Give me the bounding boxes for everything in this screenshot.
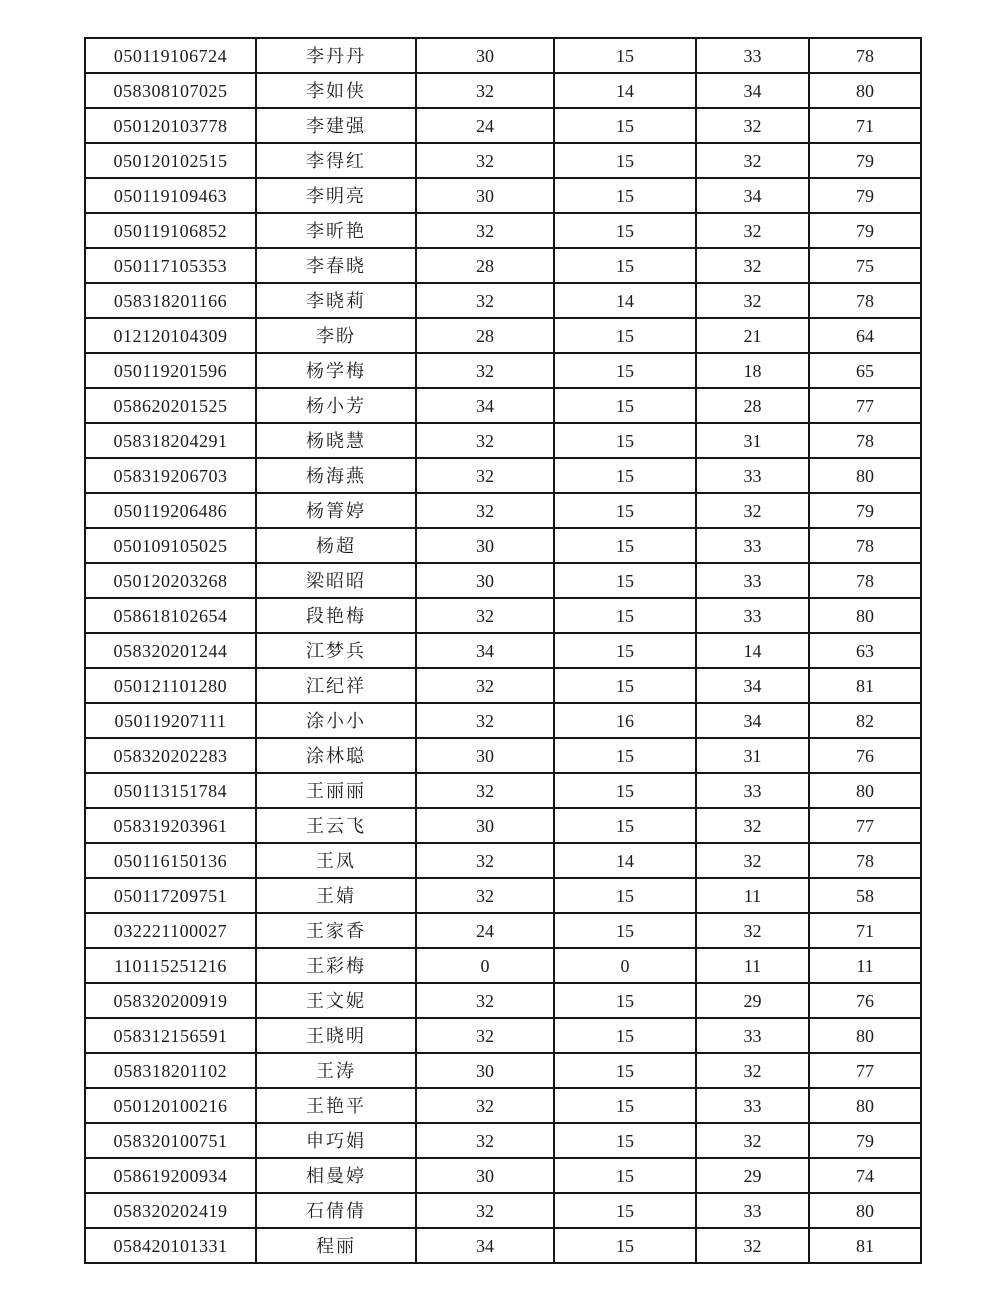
candidate-id-cell: 058320202419 — [85, 1193, 256, 1228]
table-row — [85, 388, 921, 423]
candidate-name-cell: 李昕艳 — [256, 213, 416, 248]
table-row — [85, 458, 921, 493]
candidate-name-cell: 程丽 — [256, 1228, 416, 1263]
score-3-cell: 33 — [696, 1018, 809, 1053]
score-2-cell: 16 — [554, 703, 696, 738]
score-1-cell: 24 — [416, 913, 554, 948]
score-1-cell: 32 — [416, 458, 554, 493]
score-2-cell: 15 — [554, 423, 696, 458]
total-score-cell: 80 — [809, 1193, 921, 1228]
score-2-cell: 15 — [554, 1018, 696, 1053]
total-score-cell: 63 — [809, 633, 921, 668]
score-2-cell: 15 — [554, 633, 696, 668]
table-row — [85, 913, 921, 948]
table-row — [85, 598, 921, 633]
candidate-id-cell: 050121101280 — [85, 668, 256, 703]
candidate-name-cell: 申巧娟 — [256, 1123, 416, 1158]
candidate-name-cell: 江纪祥 — [256, 668, 416, 703]
score-1-cell: 32 — [416, 493, 554, 528]
candidate-name-cell: 杨小芳 — [256, 388, 416, 423]
total-score-cell: 65 — [809, 353, 921, 388]
candidate-id-cell: 058320200919 — [85, 983, 256, 1018]
total-score-cell: 77 — [809, 1053, 921, 1088]
score-3-cell: 34 — [696, 703, 809, 738]
score-3-cell: 11 — [696, 878, 809, 913]
candidate-name-cell: 王彩梅 — [256, 948, 416, 983]
score-3-cell: 21 — [696, 318, 809, 353]
candidate-name-cell: 李晓莉 — [256, 283, 416, 318]
score-1-cell: 30 — [416, 1158, 554, 1193]
total-score-cell: 79 — [809, 493, 921, 528]
total-score-cell: 71 — [809, 108, 921, 143]
candidate-id-cell: 110115251216 — [85, 948, 256, 983]
table-row — [85, 808, 921, 843]
total-score-cell: 79 — [809, 1123, 921, 1158]
candidate-name-cell: 江梦兵 — [256, 633, 416, 668]
total-score-cell: 64 — [809, 318, 921, 353]
candidate-name-cell: 李得红 — [256, 143, 416, 178]
score-3-cell: 33 — [696, 1088, 809, 1123]
table-row — [85, 1228, 921, 1263]
score-1-cell: 30 — [416, 38, 554, 73]
score-3-cell: 34 — [696, 668, 809, 703]
table-row — [85, 1088, 921, 1123]
score-3-cell: 33 — [696, 598, 809, 633]
score-1-cell: 34 — [416, 388, 554, 423]
candidate-id-cell: 058320201244 — [85, 633, 256, 668]
score-1-cell: 34 — [416, 633, 554, 668]
score-1-cell: 32 — [416, 598, 554, 633]
score-3-cell: 32 — [696, 283, 809, 318]
table-row — [85, 773, 921, 808]
table-row — [85, 38, 921, 73]
total-score-cell: 78 — [809, 283, 921, 318]
total-score-cell: 80 — [809, 598, 921, 633]
candidate-name-cell: 杨海燕 — [256, 458, 416, 493]
table-row — [85, 1123, 921, 1158]
candidate-id-cell: 050117105353 — [85, 248, 256, 283]
candidate-name-cell: 段艳梅 — [256, 598, 416, 633]
score-2-cell: 0 — [554, 948, 696, 983]
score-1-cell: 30 — [416, 178, 554, 213]
score-1-cell: 24 — [416, 108, 554, 143]
table-row — [85, 143, 921, 178]
score-2-cell: 15 — [554, 773, 696, 808]
score-3-cell: 33 — [696, 458, 809, 493]
table-row — [85, 108, 921, 143]
score-2-cell: 15 — [554, 1123, 696, 1158]
total-score-cell: 80 — [809, 458, 921, 493]
total-score-cell: 79 — [809, 143, 921, 178]
score-1-cell: 34 — [416, 1228, 554, 1263]
score-3-cell: 18 — [696, 353, 809, 388]
total-score-cell: 75 — [809, 248, 921, 283]
score-1-cell: 32 — [416, 353, 554, 388]
score-2-cell: 15 — [554, 38, 696, 73]
candidate-id-cell: 058320100751 — [85, 1123, 256, 1158]
candidate-id-cell: 058318204291 — [85, 423, 256, 458]
total-score-cell: 78 — [809, 528, 921, 563]
score-1-cell: 32 — [416, 283, 554, 318]
candidate-id-cell: 050119106852 — [85, 213, 256, 248]
score-1-cell: 0 — [416, 948, 554, 983]
candidate-name-cell: 王丽丽 — [256, 773, 416, 808]
score-3-cell: 33 — [696, 528, 809, 563]
table-row — [85, 563, 921, 598]
candidate-name-cell: 涂林聪 — [256, 738, 416, 773]
score-2-cell: 14 — [554, 73, 696, 108]
score-3-cell: 32 — [696, 248, 809, 283]
table-row — [85, 1053, 921, 1088]
score-2-cell: 15 — [554, 668, 696, 703]
candidate-name-cell: 杨箐婷 — [256, 493, 416, 528]
candidate-name-cell: 杨学梅 — [256, 353, 416, 388]
score-1-cell: 32 — [416, 1123, 554, 1158]
total-score-cell: 79 — [809, 213, 921, 248]
candidate-id-cell: 050119206486 — [85, 493, 256, 528]
table-row — [85, 948, 921, 983]
candidate-id-cell: 058312156591 — [85, 1018, 256, 1053]
total-score-cell: 78 — [809, 563, 921, 598]
table-row — [85, 528, 921, 563]
candidate-name-cell: 李如侠 — [256, 73, 416, 108]
table-row — [85, 248, 921, 283]
candidate-id-cell: 058618102654 — [85, 598, 256, 633]
candidate-id-cell: 058318201102 — [85, 1053, 256, 1088]
candidate-id-cell: 050120103778 — [85, 108, 256, 143]
candidate-name-cell: 李建强 — [256, 108, 416, 143]
candidate-name-cell: 涂小小 — [256, 703, 416, 738]
score-3-cell: 32 — [696, 1228, 809, 1263]
table-row — [85, 423, 921, 458]
candidate-id-cell: 050117209751 — [85, 878, 256, 913]
table-row — [85, 353, 921, 388]
score-3-cell: 32 — [696, 143, 809, 178]
candidate-name-cell: 相曼婷 — [256, 1158, 416, 1193]
score-2-cell: 15 — [554, 1088, 696, 1123]
candidate-name-cell: 杨超 — [256, 528, 416, 563]
score-1-cell: 32 — [416, 423, 554, 458]
total-score-cell: 11 — [809, 948, 921, 983]
table-row — [85, 493, 921, 528]
score-2-cell: 15 — [554, 318, 696, 353]
score-3-cell: 14 — [696, 633, 809, 668]
score-2-cell: 14 — [554, 843, 696, 878]
score-3-cell: 28 — [696, 388, 809, 423]
score-2-cell: 15 — [554, 878, 696, 913]
score-3-cell: 33 — [696, 563, 809, 598]
score-3-cell: 32 — [696, 843, 809, 878]
table-row — [85, 878, 921, 913]
total-score-cell: 81 — [809, 668, 921, 703]
score-2-cell: 15 — [554, 1158, 696, 1193]
table-row — [85, 283, 921, 318]
total-score-cell: 74 — [809, 1158, 921, 1193]
table-row — [85, 983, 921, 1018]
score-2-cell: 15 — [554, 388, 696, 423]
score-3-cell: 32 — [696, 808, 809, 843]
score-2-cell: 15 — [554, 108, 696, 143]
score-3-cell: 33 — [696, 773, 809, 808]
total-score-cell: 78 — [809, 423, 921, 458]
score-1-cell: 30 — [416, 808, 554, 843]
candidate-id-cell: 050116150136 — [85, 843, 256, 878]
table-row — [85, 738, 921, 773]
score-3-cell: 32 — [696, 493, 809, 528]
candidate-id-cell: 050120102515 — [85, 143, 256, 178]
candidate-name-cell: 李春晓 — [256, 248, 416, 283]
score-3-cell: 32 — [696, 213, 809, 248]
score-2-cell: 15 — [554, 353, 696, 388]
table-row — [85, 318, 921, 353]
table-row — [85, 73, 921, 108]
score-2-cell: 15 — [554, 563, 696, 598]
score-2-cell: 15 — [554, 598, 696, 633]
total-score-cell: 71 — [809, 913, 921, 948]
candidate-id-cell: 058319203961 — [85, 808, 256, 843]
score-1-cell: 28 — [416, 318, 554, 353]
candidate-name-cell: 王涛 — [256, 1053, 416, 1088]
candidate-id-cell: 050113151784 — [85, 773, 256, 808]
candidate-name-cell: 王家香 — [256, 913, 416, 948]
score-2-cell: 14 — [554, 283, 696, 318]
score-table — [84, 37, 922, 1264]
total-score-cell: 81 — [809, 1228, 921, 1263]
score-1-cell: 32 — [416, 73, 554, 108]
table-row — [85, 213, 921, 248]
candidate-id-cell: 058308107025 — [85, 73, 256, 108]
total-score-cell: 80 — [809, 773, 921, 808]
score-1-cell: 32 — [416, 878, 554, 913]
score-2-cell: 15 — [554, 143, 696, 178]
score-1-cell: 30 — [416, 563, 554, 598]
candidate-name-cell: 王凤 — [256, 843, 416, 878]
total-score-cell: 80 — [809, 73, 921, 108]
candidate-id-cell: 058320202283 — [85, 738, 256, 773]
table-row — [85, 1018, 921, 1053]
candidate-id-cell: 058619200934 — [85, 1158, 256, 1193]
score-1-cell: 32 — [416, 143, 554, 178]
score-3-cell: 33 — [696, 1193, 809, 1228]
score-1-cell: 28 — [416, 248, 554, 283]
candidate-id-cell: 032221100027 — [85, 913, 256, 948]
score-3-cell: 32 — [696, 1123, 809, 1158]
score-3-cell: 32 — [696, 1053, 809, 1088]
score-2-cell: 15 — [554, 248, 696, 283]
score-2-cell: 15 — [554, 1228, 696, 1263]
candidate-name-cell: 王云飞 — [256, 808, 416, 843]
candidate-name-cell: 王艳平 — [256, 1088, 416, 1123]
score-1-cell: 30 — [416, 738, 554, 773]
candidate-id-cell: 050119207111 — [85, 703, 256, 738]
table-row — [85, 633, 921, 668]
score-1-cell: 32 — [416, 843, 554, 878]
score-3-cell: 29 — [696, 983, 809, 1018]
total-score-cell: 80 — [809, 1018, 921, 1053]
total-score-cell: 78 — [809, 843, 921, 878]
score-3-cell: 32 — [696, 913, 809, 948]
table-row — [85, 843, 921, 878]
score-3-cell: 33 — [696, 38, 809, 73]
score-2-cell: 15 — [554, 178, 696, 213]
score-2-cell: 15 — [554, 808, 696, 843]
table-row — [85, 703, 921, 738]
candidate-id-cell: 058318201166 — [85, 283, 256, 318]
score-1-cell: 30 — [416, 1053, 554, 1088]
total-score-cell: 77 — [809, 808, 921, 843]
score-1-cell: 32 — [416, 773, 554, 808]
candidate-name-cell: 王婧 — [256, 878, 416, 913]
candidate-id-cell: 012120104309 — [85, 318, 256, 353]
candidate-id-cell: 050120203268 — [85, 563, 256, 598]
score-3-cell: 11 — [696, 948, 809, 983]
candidate-name-cell: 王文妮 — [256, 983, 416, 1018]
candidate-id-cell: 058319206703 — [85, 458, 256, 493]
table-row — [85, 178, 921, 213]
score-3-cell: 34 — [696, 73, 809, 108]
total-score-cell: 80 — [809, 1088, 921, 1123]
candidate-id-cell: 058620201525 — [85, 388, 256, 423]
total-score-cell: 79 — [809, 178, 921, 213]
score-1-cell: 32 — [416, 1193, 554, 1228]
score-3-cell: 34 — [696, 178, 809, 213]
score-2-cell: 15 — [554, 213, 696, 248]
score-2-cell: 15 — [554, 493, 696, 528]
score-1-cell: 32 — [416, 668, 554, 703]
candidate-id-cell: 050120100216 — [85, 1088, 256, 1123]
score-1-cell: 30 — [416, 528, 554, 563]
score-2-cell: 15 — [554, 983, 696, 1018]
candidate-name-cell: 杨晓慧 — [256, 423, 416, 458]
candidate-id-cell: 058420101331 — [85, 1228, 256, 1263]
table-row — [85, 668, 921, 703]
score-1-cell: 32 — [416, 1018, 554, 1053]
score-2-cell: 15 — [554, 738, 696, 773]
score-2-cell: 15 — [554, 528, 696, 563]
score-table-body — [85, 38, 921, 1263]
candidate-name-cell: 李盼 — [256, 318, 416, 353]
score-1-cell: 32 — [416, 1088, 554, 1123]
total-score-cell: 82 — [809, 703, 921, 738]
candidate-id-cell: 050109105025 — [85, 528, 256, 563]
candidate-name-cell: 李丹丹 — [256, 38, 416, 73]
score-1-cell: 32 — [416, 983, 554, 1018]
candidate-name-cell: 李明亮 — [256, 178, 416, 213]
score-2-cell: 15 — [554, 458, 696, 493]
candidate-name-cell: 梁昭昭 — [256, 563, 416, 598]
candidate-id-cell: 050119109463 — [85, 178, 256, 213]
score-1-cell: 32 — [416, 213, 554, 248]
score-3-cell: 32 — [696, 108, 809, 143]
score-2-cell: 15 — [554, 1193, 696, 1228]
candidate-name-cell: 王晓明 — [256, 1018, 416, 1053]
candidate-id-cell: 050119106724 — [85, 38, 256, 73]
total-score-cell: 58 — [809, 878, 921, 913]
score-2-cell: 15 — [554, 913, 696, 948]
score-2-cell: 15 — [554, 1053, 696, 1088]
total-score-cell: 76 — [809, 983, 921, 1018]
score-1-cell: 32 — [416, 703, 554, 738]
candidate-name-cell: 石倩倩 — [256, 1193, 416, 1228]
score-3-cell: 29 — [696, 1158, 809, 1193]
total-score-cell: 76 — [809, 738, 921, 773]
total-score-cell: 78 — [809, 38, 921, 73]
candidate-id-cell: 050119201596 — [85, 353, 256, 388]
score-3-cell: 31 — [696, 423, 809, 458]
table-row — [85, 1158, 921, 1193]
score-3-cell: 31 — [696, 738, 809, 773]
table-row — [85, 1193, 921, 1228]
total-score-cell: 77 — [809, 388, 921, 423]
